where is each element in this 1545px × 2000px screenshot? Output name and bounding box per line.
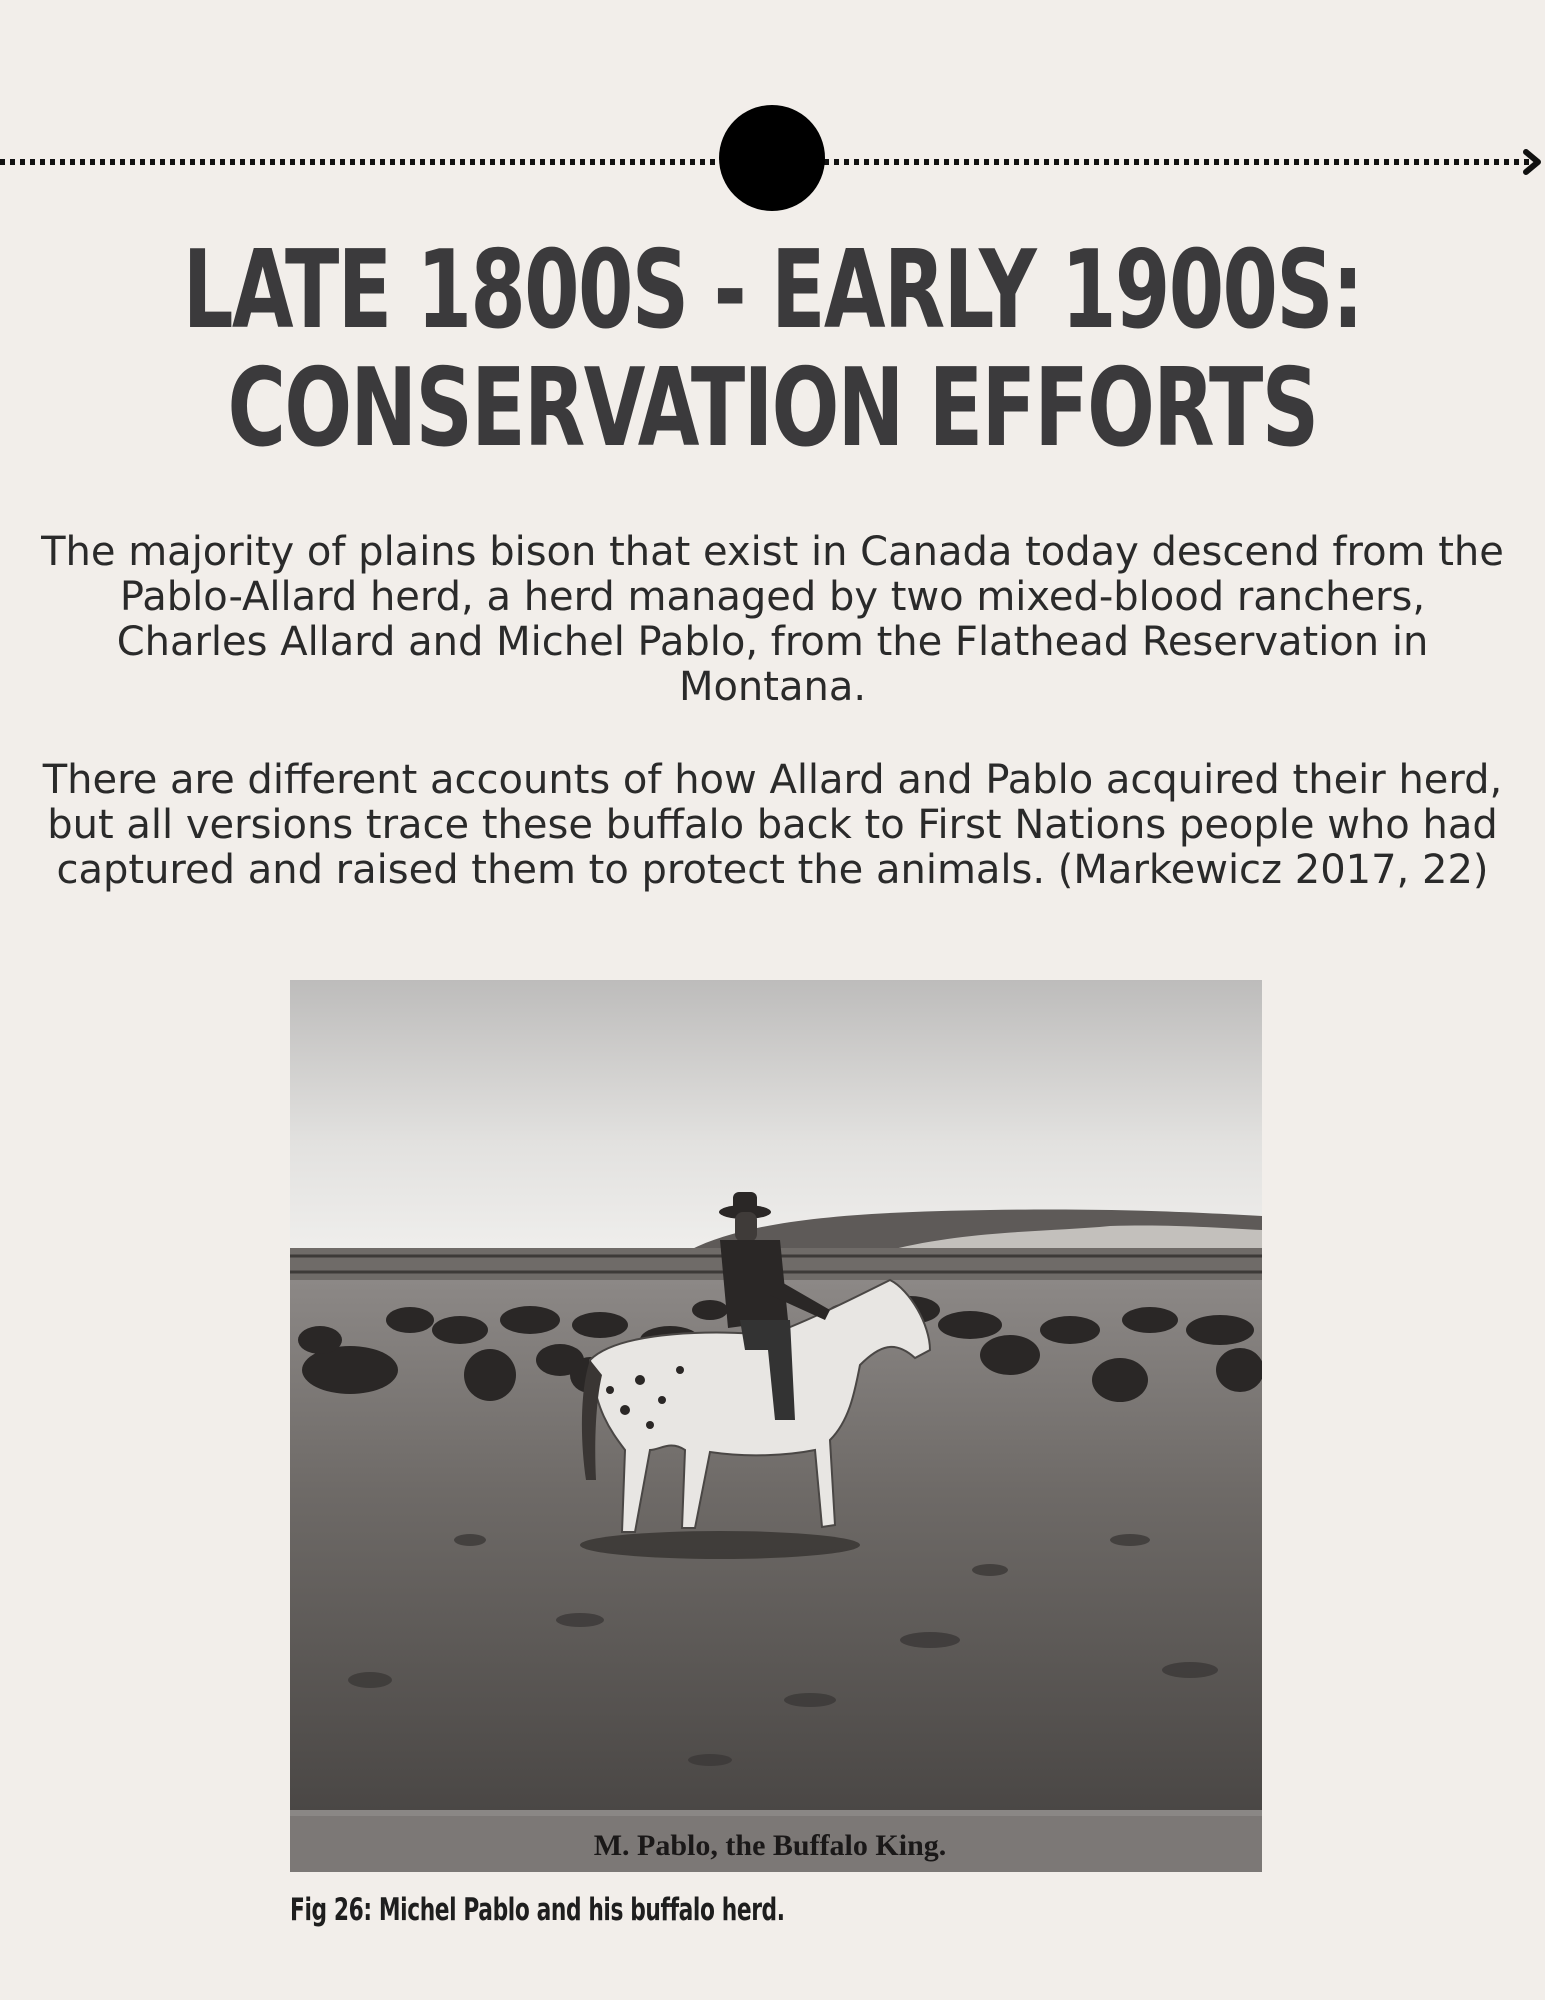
page-title bbox=[139, 228, 1406, 471]
title-line-1: LATE 1800S - EARLY 1900S: bbox=[182, 228, 1363, 353]
timeline-marker bbox=[0, 100, 1545, 220]
photo-inscription: M. Pablo, the Buffalo King. bbox=[593, 1829, 947, 1862]
sky bbox=[290, 980, 1262, 1250]
title-line-2: CONSERVATION EFFORTS bbox=[227, 346, 1318, 471]
body-paragraph-2: There are different accounts of how Allard and Pablo acquired their herd, but all versions trace these buffalo back to First Nations people who had captured and raised them to protect the animals. (Markewicz 2017, 22) bbox=[42, 757, 1503, 893]
body-paragraph-1: The majority of plains bison that exist in Canada today descend from the Pablo-Allard herd, a herd managed by two mixed-blood ranchers, Charles Allard and Michel Pablo, from the Flathead Reservation in Montana. bbox=[41, 529, 1504, 710]
figure-caption: Fig 26: Michel Pablo and his buffalo herd. bbox=[290, 1892, 785, 1928]
historical-photo bbox=[290, 980, 1262, 1872]
timeline-dot bbox=[719, 105, 825, 211]
